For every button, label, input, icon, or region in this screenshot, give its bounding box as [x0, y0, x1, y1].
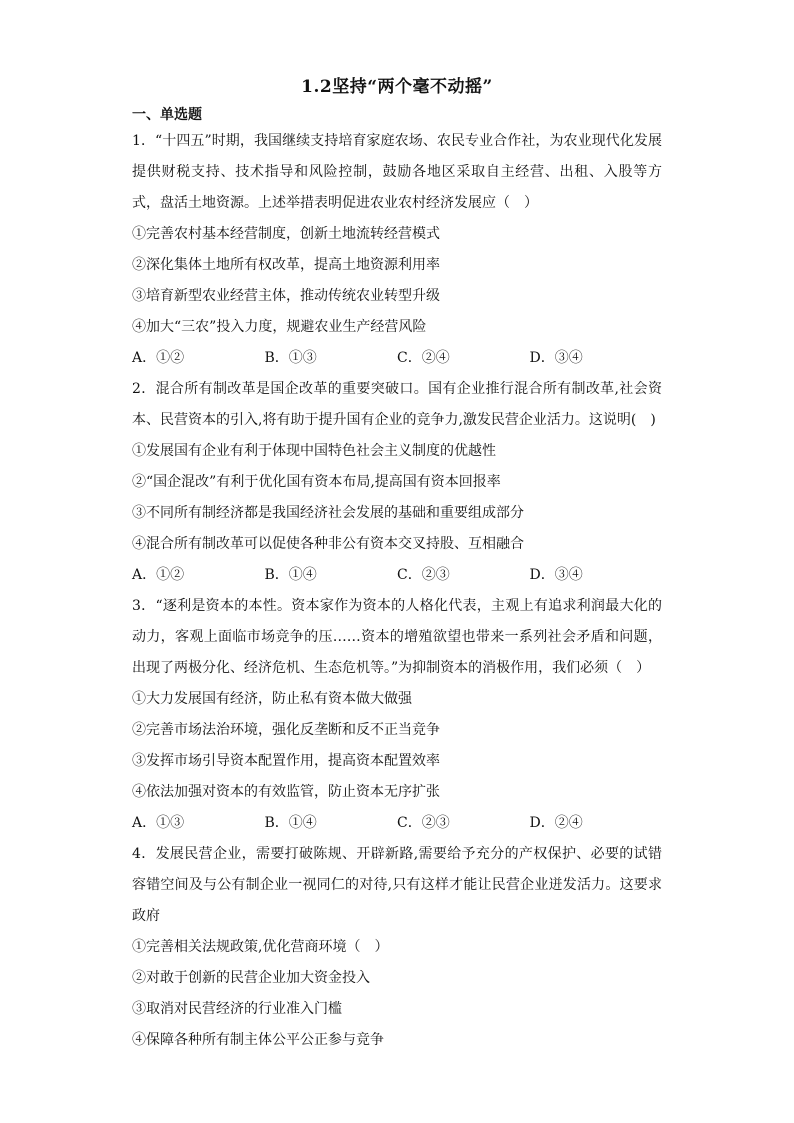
question-stem: 3．“逐利是资本的本性。资本家作为资本的人格化代表，主观上有追求利润最大化的动力，客观上面临市场竞争的压……资本的增殖欲望也带来一系列社会矛盾和问题，出现了两极分化、经济危机、生态危机等。”为抑制资本的消极作用，我们必须（ ）	[132, 598, 662, 676]
question-stem: 2．混合所有制改革是国企改革的重要突破口。国有企业推行混合所有制改革,社会资本、民营资本的引入,将有助于提升国有企业的竞争力,激发民营企业活力。这说明( )	[132, 381, 662, 428]
choice-c: C．②④	[397, 350, 450, 366]
choice-c: C．②③	[397, 815, 450, 831]
statement-option: ③取消对民营经济的行业准入门槛	[132, 1001, 342, 1017]
statement-option: ④依法加强对资本的有效监管，防止资本无序扩张	[132, 784, 440, 800]
statement-option: ①大力发展国有经济，防止私有资本做大做强	[132, 691, 412, 707]
choice-b: B．①④	[264, 567, 317, 583]
choice-b: B．①④	[264, 815, 317, 831]
answer-choices	[132, 808, 662, 839]
statement-option: ①发展国有企业有利于体现中国特色社会主义制度的优越性	[132, 443, 496, 459]
question-list	[132, 126, 662, 1056]
section-heading: 一、单选题	[132, 107, 202, 123]
statement-option: ②对敢于创新的民营企业加大资金投入	[132, 970, 370, 986]
statement-option: ③不同所有制经济都是我国经济社会发展的基础和重要组成部分	[132, 505, 524, 521]
statement-option: ②“国企混改”有利于优化国有资本布局,提高国有资本回报率	[132, 474, 501, 490]
choice-a: A．①③	[132, 815, 185, 831]
choice-b: B．①③	[264, 350, 317, 366]
choice-d: D．③④	[529, 567, 583, 583]
statement-option: ①完善相关法规政策,优化营商环境（ ）	[132, 939, 389, 955]
choice-d: D．③④	[529, 350, 583, 366]
statement-option: ③培育新型农业经营主体，推动传统农业转型升级	[132, 288, 440, 304]
answer-choices	[132, 343, 662, 374]
statement-option: ④混合所有制改革可以促使各种非公有资本交叉持股、互相融合	[132, 536, 524, 552]
choice-a: A．①②	[132, 567, 185, 583]
choice-a: A．①②	[132, 350, 185, 366]
question-stem: 4．发展民营企业，需要打破陈规、开辟新路,需要给予充分的产权保护、必要的试错容错空间及与公有制企业一视同仁的对待,只有这样才能让民营企业迸发活力。这要求政府	[132, 846, 662, 924]
question-2	[132, 374, 662, 591]
question-3	[132, 591, 662, 839]
statement-option: ④保障各种所有制主体公平公正参与竞争	[132, 1032, 384, 1048]
question-4	[132, 839, 662, 1056]
statement-option: ③发挥市场引导资本配置作用，提高资本配置效率	[132, 753, 440, 769]
statement-option: ②完善市场法治环境，强化反垄断和反不正当竞争	[132, 722, 440, 738]
document-title: 1.2坚持“两个毫不动摇”	[301, 77, 493, 97]
statement-option: ②深化集体土地所有权改革，提高土地资源利用率	[132, 257, 440, 273]
question-stem: 1．“十四五”时期，我国继续支持培育家庭农场、农民专业合作社，为农业现代化发展提供财税支持、技术指导和风险控制，鼓励各地区采取自主经营、出租、入股等方式，盘活土地资源。上述举措表明促进农业农村经济发展应（ ）	[132, 133, 662, 211]
question-1	[132, 126, 662, 374]
choice-d: D．②④	[529, 815, 583, 831]
statement-option: ①完善农村基本经营制度，创新土地流转经营模式	[132, 226, 440, 242]
statement-option: ④加大“三农”投入力度，规避农业生产经营风险	[132, 319, 427, 335]
choice-c: C．②③	[397, 567, 450, 583]
answer-choices	[132, 560, 662, 591]
